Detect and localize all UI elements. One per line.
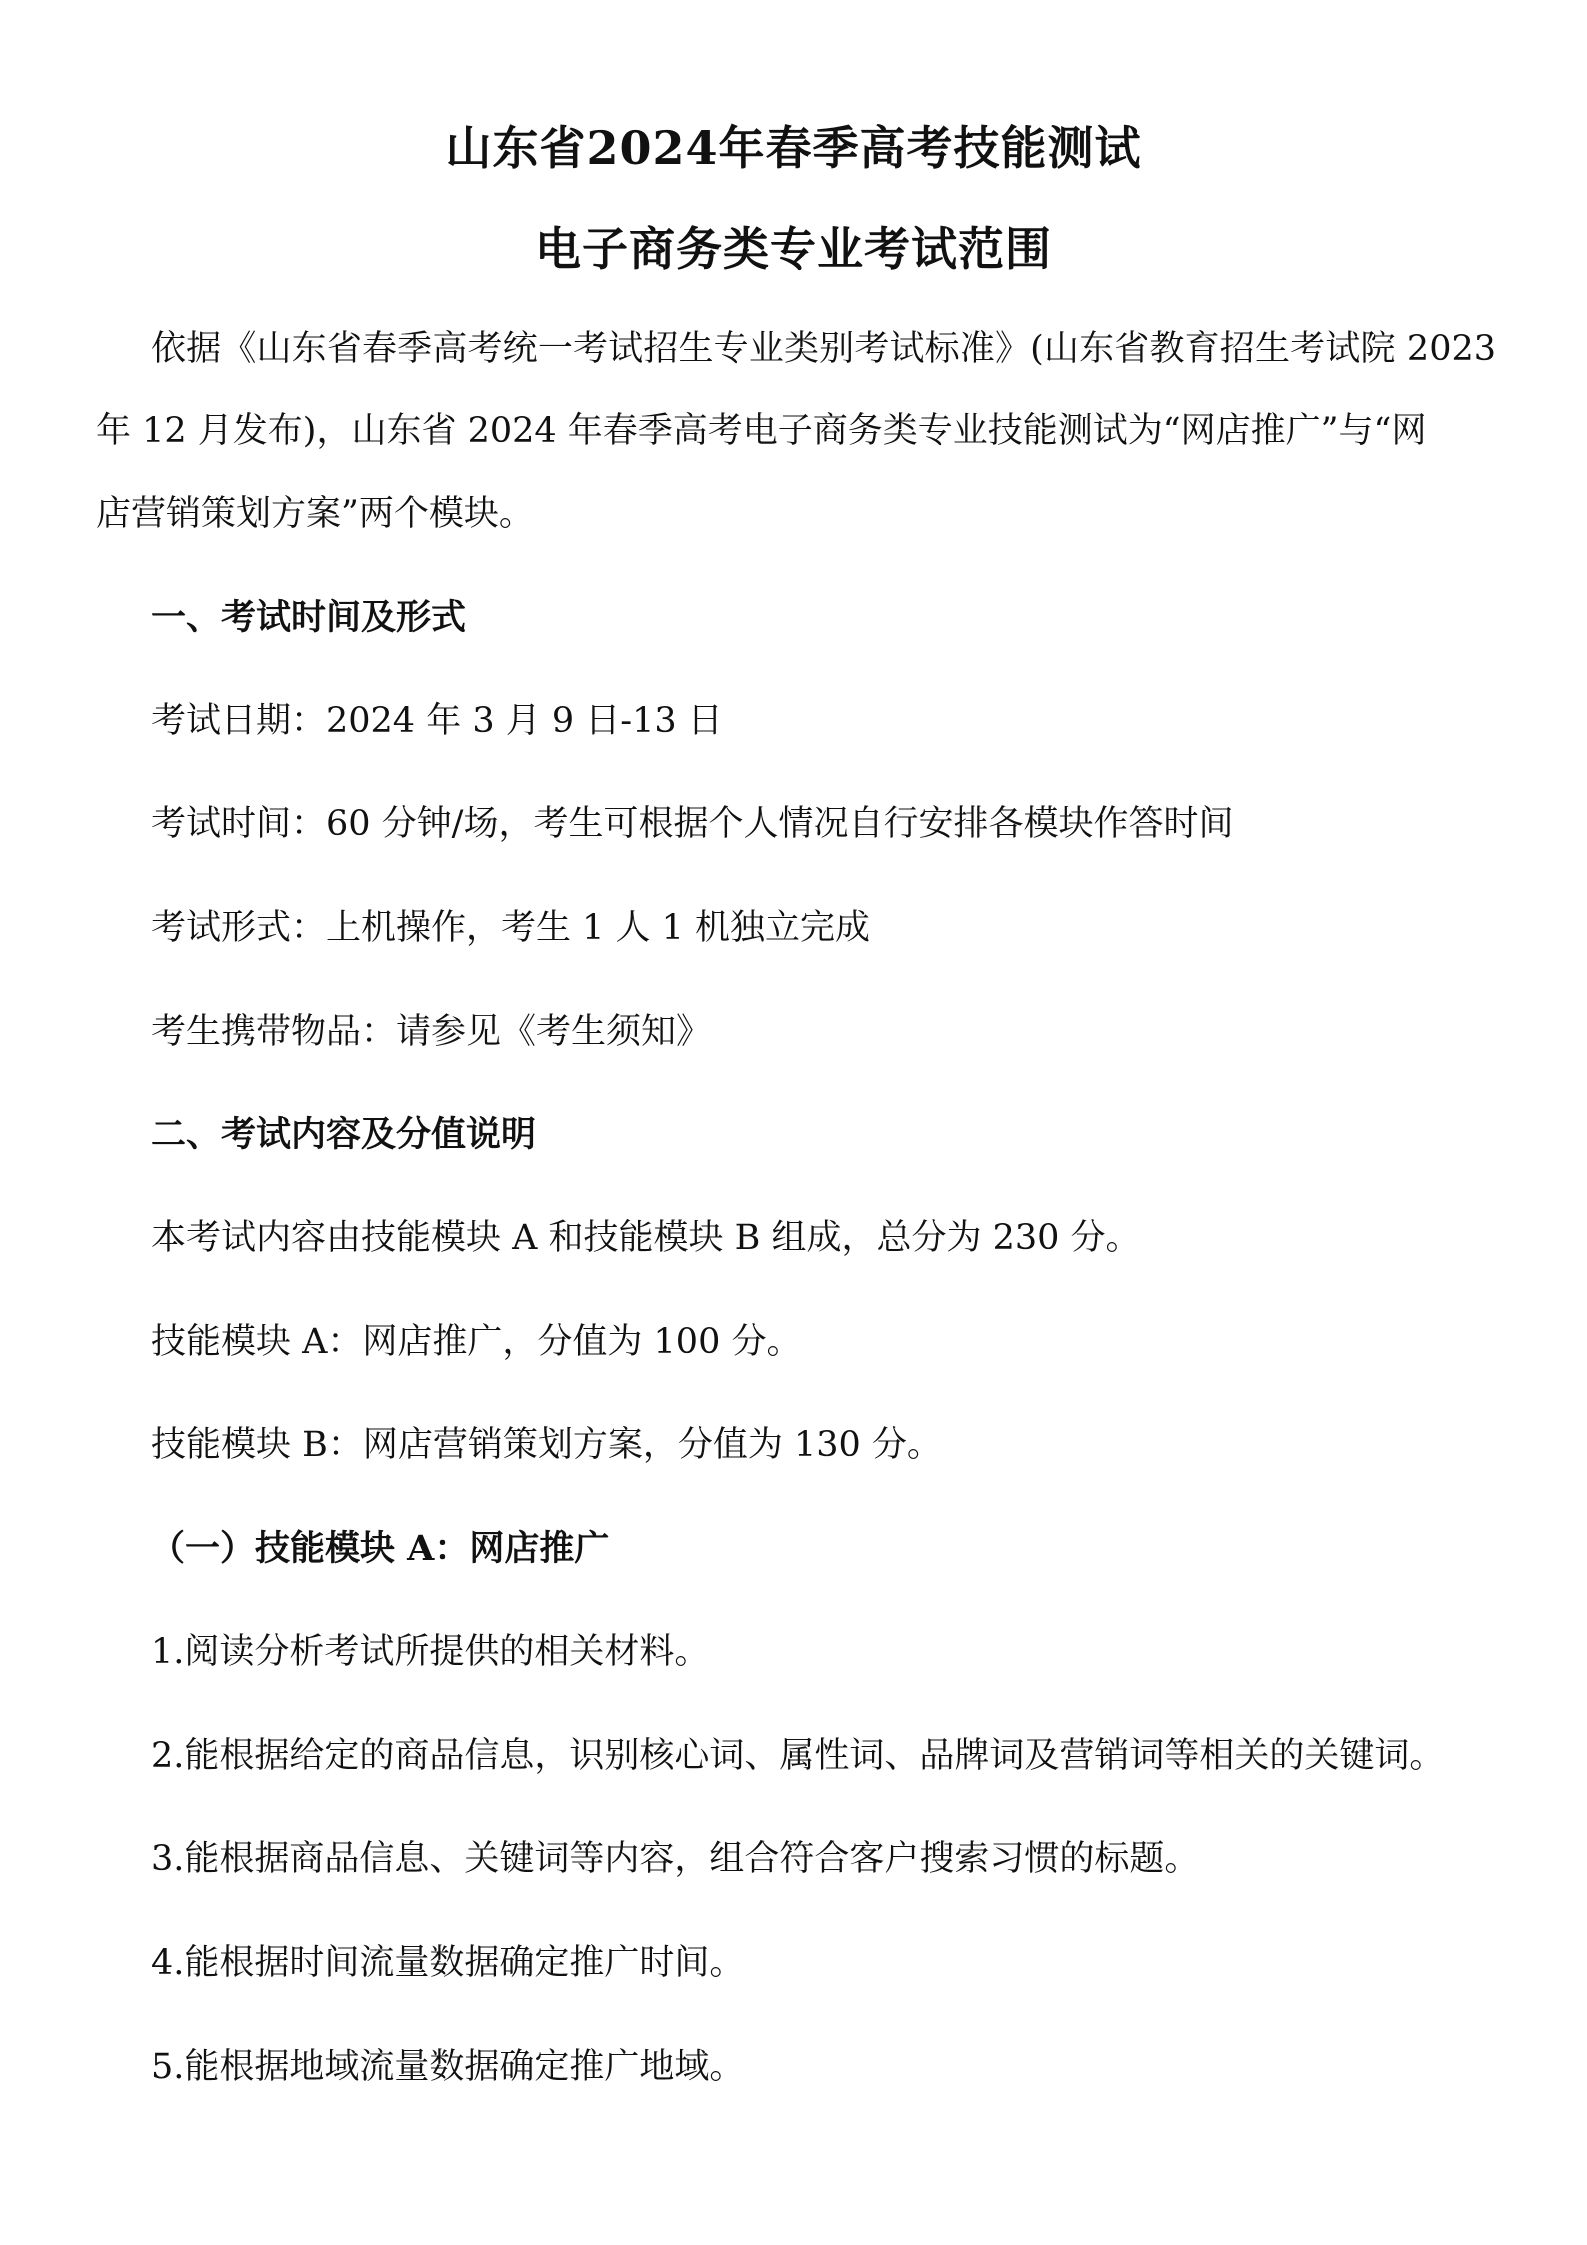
- score-summary-line: 本考试内容由技能模块 A 和技能模块 B 组成，总分为 230 分。: [151, 1218, 1141, 1258]
- list-item: 3.能根据商品信息、关键词等内容，组合符合客户搜索习惯的标题。: [151, 1839, 1200, 1879]
- section1-heading: 一、考试时间及形式: [151, 597, 467, 638]
- intro-paragraph-line1: 依据《山东省春季高考统一考试招生专业类别考试标准》(山东省教育招生考试院 2023: [151, 329, 1496, 369]
- exam-date-line: 考试日期：2024 年 3 月 9 日-13 日: [151, 701, 723, 741]
- section2-heading: 二、考试内容及分值说明: [151, 1114, 537, 1155]
- document-title-line2: 电子商务类专业考试范围: [535, 222, 1052, 276]
- document-title-line1: 山东省2024年春季高考技能测试: [445, 121, 1142, 175]
- intro-paragraph-line2: 年 12 月发布)，山东省 2024 年春季高考电子商务类专业技能测试为“网店推广”与“网: [96, 411, 1427, 451]
- list-item: 1.阅读分析考试所提供的相关材料。: [151, 1632, 710, 1672]
- module-a-score-line: 技能模块 A：网店推广，分值为 100 分。: [151, 1322, 802, 1362]
- list-item: 4.能根据时间流量数据确定推广时间。: [151, 1943, 745, 1983]
- exam-items-line: 考生携带物品：请参见《考生须知》: [151, 1012, 712, 1052]
- subsection-a-heading: （一）技能模块 A：网店推广: [150, 1528, 610, 1569]
- intro-paragraph-line3: 店营销策划方案”两个模块。: [96, 494, 534, 534]
- list-item: 2.能根据给定的商品信息，识别核心词、属性词、品牌词及营销词等相关的关键词。: [151, 1736, 1445, 1776]
- exam-time-line: 考试时间：60 分钟/场，考生可根据个人情况自行安排各模块作答时间: [151, 804, 1234, 844]
- list-item: 5.能根据地域流量数据确定推广地域。: [151, 2047, 745, 2087]
- exam-form-line: 考试形式：上机操作，考生 1 人 1 机独立完成: [151, 908, 871, 948]
- module-b-score-line: 技能模块 B：网店营销策划方案，分值为 130 分。: [151, 1425, 942, 1465]
